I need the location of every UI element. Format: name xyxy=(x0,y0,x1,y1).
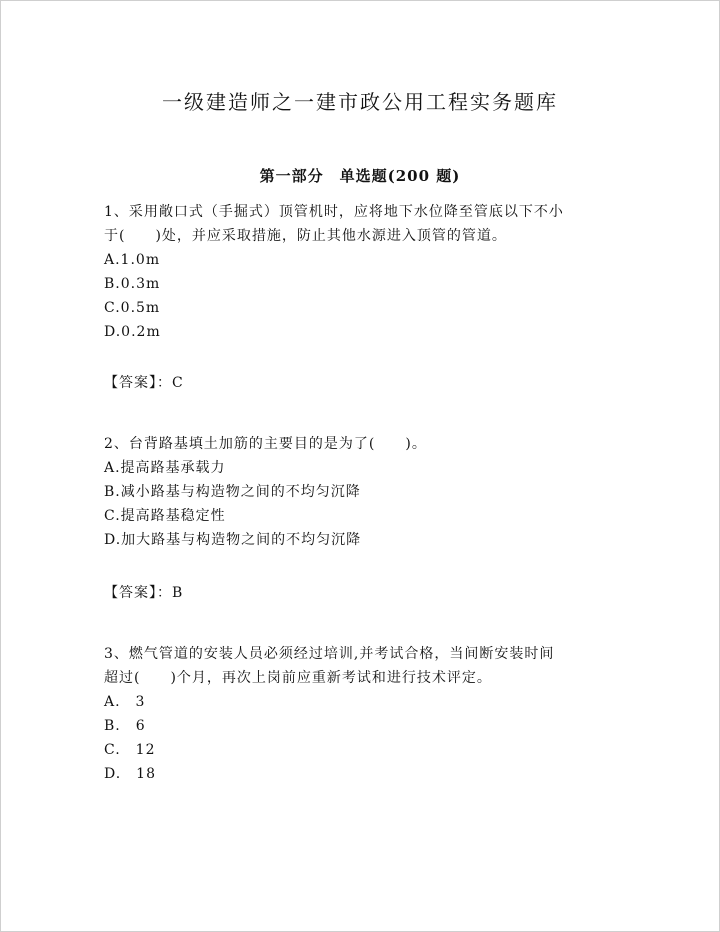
question-2-option-d: D.加大路基与构造物之间的不均匀沉降 xyxy=(104,532,362,548)
question-3-stem-line2: 超过( )个月，再次上岗前应重新考试和进行技术评定。 xyxy=(104,670,492,686)
document-title: 一级建造师之一建市政公用工程实务题库 xyxy=(162,90,558,114)
question-1-stem-line1: 1、采用敞口式（手掘式）顶管机时，应将地下水位降至管底以下不小 xyxy=(104,204,564,220)
section-title: 第一部分 单选题(200 题) xyxy=(259,167,461,185)
question-2-option-a: A.提高路基承载力 xyxy=(104,460,226,476)
question-2-option-b: B.减小路基与构造物之间的不均匀沉降 xyxy=(104,484,361,500)
question-1-option-d: D.0.2m xyxy=(104,324,161,340)
question-1-option-a: A.1.0m xyxy=(104,252,161,268)
question-1-option-b: B.0.3m xyxy=(104,276,161,292)
question-1-answer: 【答案】：C xyxy=(104,375,184,391)
question-2-stem-line1: 2、台背路基填土加筋的主要目的是为了( )。 xyxy=(104,436,427,452)
question-3-option-c: C. 12 xyxy=(104,742,156,758)
question-2 xyxy=(104,432,624,552)
question-3-option-b: B. 6 xyxy=(104,718,146,734)
question-2-answer: 【答案】：B xyxy=(104,585,184,601)
question-3-stem-line1: 3、燃气管道的安装人员必须经过培训,并考试合格，当间断安装时间 xyxy=(104,646,555,662)
question-2-option-c: C.提高路基稳定性 xyxy=(104,508,226,524)
question-1-stem-line2: 于( )处，并应采取措施，防止其他水源进入顶管的管道。 xyxy=(104,228,507,244)
question-3-option-d: D. 18 xyxy=(104,766,156,782)
question-3-option-a: A. 3 xyxy=(104,694,146,710)
question-1-option-c: C.0.5m xyxy=(104,300,161,316)
question-1 xyxy=(104,200,624,344)
question-3 xyxy=(104,642,624,786)
